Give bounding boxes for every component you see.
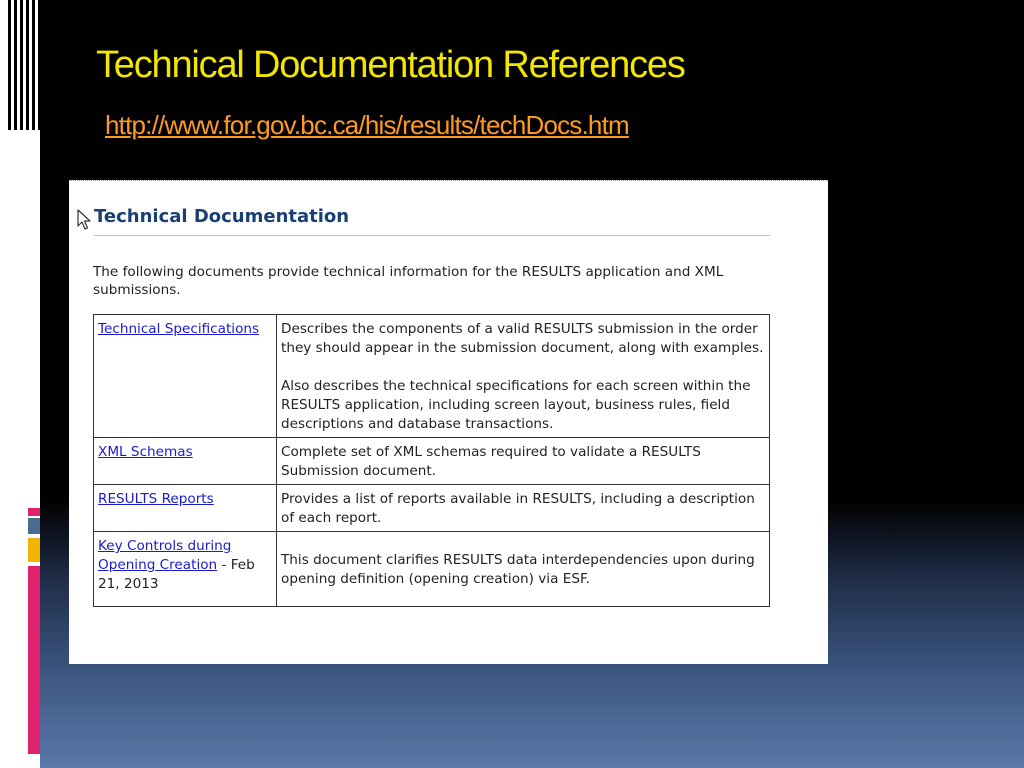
document-description-cell	[277, 485, 770, 532]
document-description: Provides a list of reports available in RESULTS, including a description of each report.	[281, 491, 755, 526]
document-description-cell	[277, 532, 770, 607]
document-link-cell	[94, 532, 277, 607]
document-description: Also describes the technical specifications for each screen within the RESULTS application, including screen layout, business rules, field descriptions and database transactions.	[281, 378, 751, 432]
technical-specifications-link[interactable]: Technical Specifications	[98, 321, 260, 337]
document-link-cell	[94, 438, 277, 485]
xml-schemas-link[interactable]: XML Schemas	[98, 444, 193, 460]
document-description-cell	[277, 438, 770, 485]
document-date: - Feb 21, 2013	[98, 557, 255, 592]
document-description: Describes the components of a valid RESULTS submission in the order they should appear in the submission document, along with examples.	[281, 321, 764, 356]
heading-divider	[94, 235, 770, 236]
documents-table	[93, 314, 770, 607]
accent-bars	[28, 0, 40, 768]
slide-title: Technical Documentation References	[96, 44, 685, 86]
intro-text: The following documents provide technical information for the RESULTS application and XML submissions.	[93, 264, 724, 298]
key-controls-link[interactable]: Key Controls during Opening Creation	[98, 538, 232, 573]
table-row	[94, 532, 770, 607]
accent-bar	[28, 518, 40, 534]
table-row	[94, 485, 770, 532]
accent-bar	[28, 538, 40, 562]
reference-url-link[interactable]: http://www.for.gov.bc.ca/his/results/techDocs.htm	[105, 110, 629, 140]
screenshot-panel	[69, 180, 828, 664]
document-description-cell	[277, 315, 770, 438]
document-heading: Technical Documentation	[94, 206, 350, 227]
mouse-pointer-icon	[77, 209, 91, 231]
accent-bar	[28, 566, 40, 754]
document-description: Complete set of XML schemas required to validate a RESULTS Submission document.	[281, 444, 701, 479]
document-link-cell	[94, 315, 277, 438]
table-row	[94, 315, 770, 438]
accent-bar	[28, 508, 40, 516]
results-reports-link[interactable]: RESULTS Reports	[98, 491, 214, 507]
table-row	[94, 438, 770, 485]
document-link-cell	[94, 485, 277, 532]
document-description: This document clarifies RESULTS data interdependencies upon during opening definition (opening creation) via ESF.	[281, 552, 755, 587]
